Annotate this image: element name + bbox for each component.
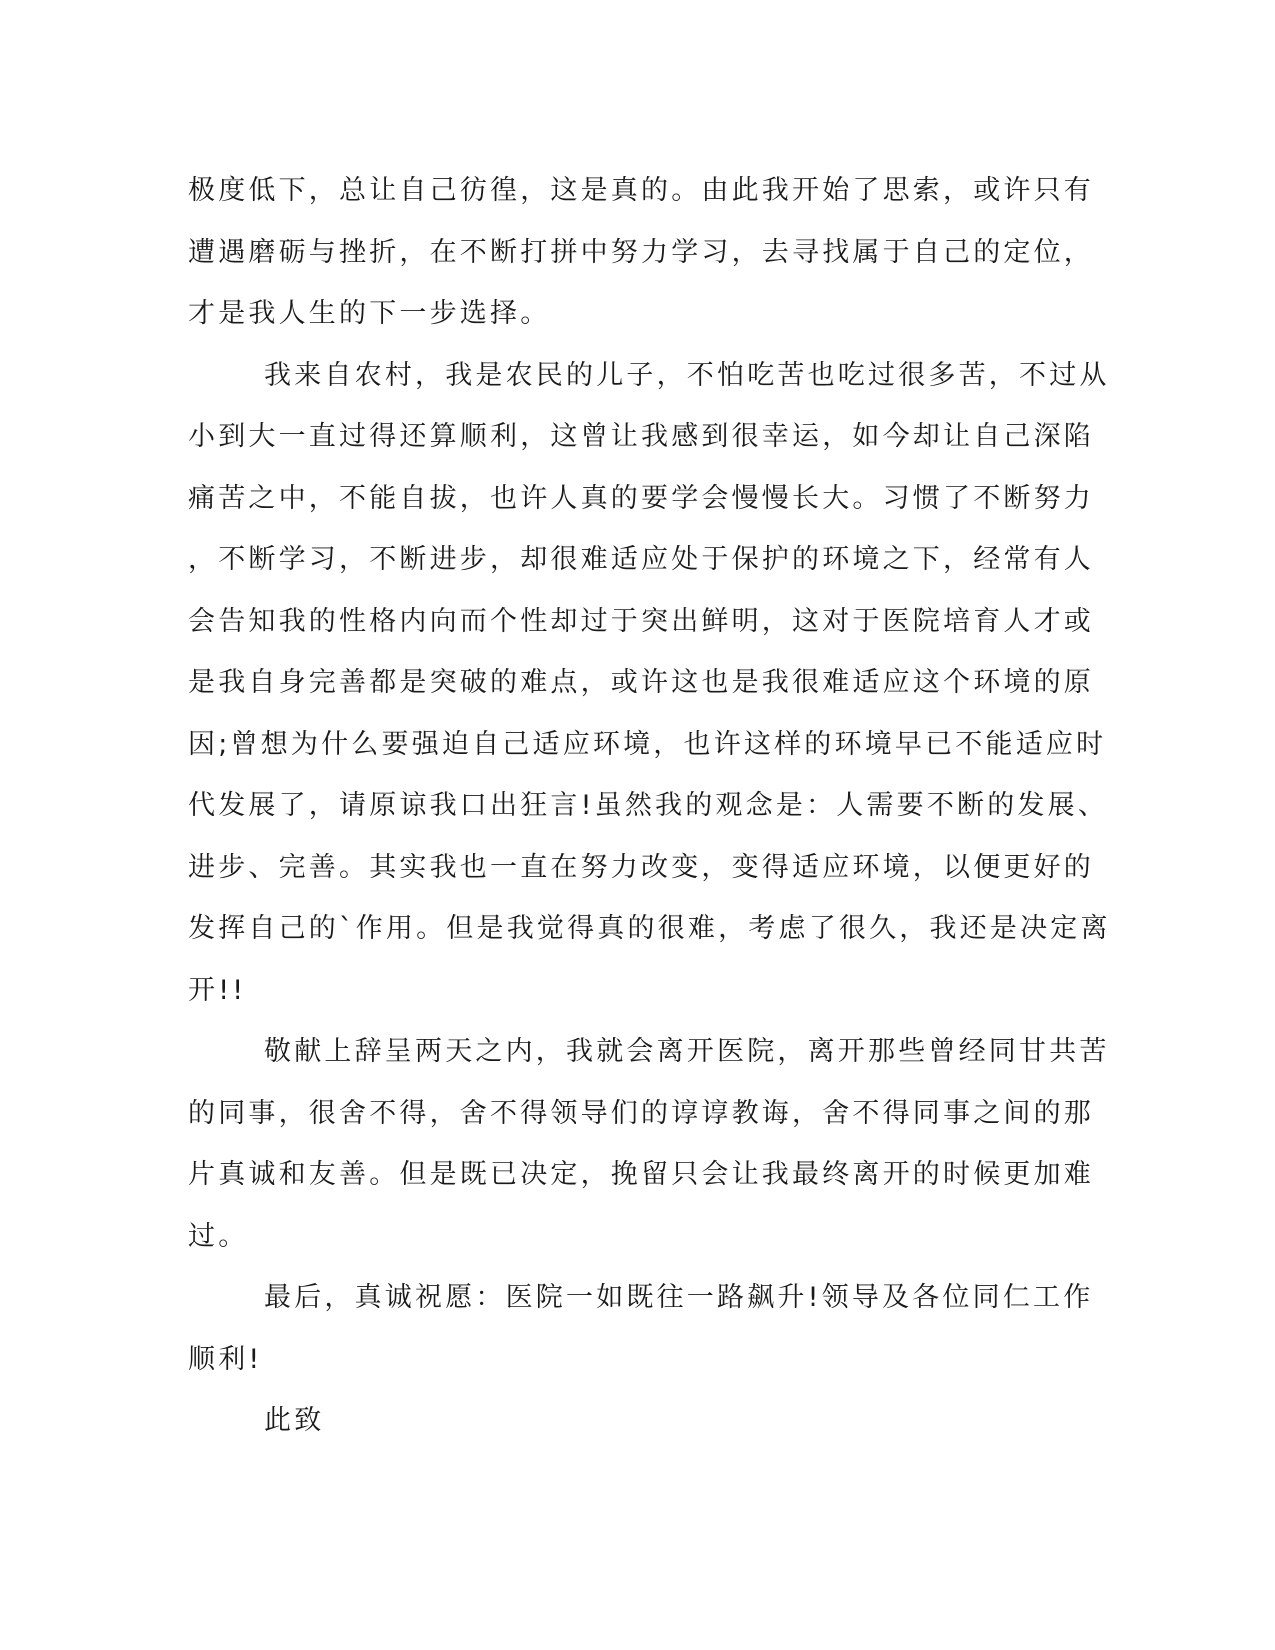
closing-salutation: 此致 (264, 1405, 325, 1436)
text-line: 开!! (188, 974, 247, 1006)
text-line: 小到大一直过得还算顺利，这曾让我感到很幸运，如今却让自己深陷 (188, 421, 1094, 452)
text-line: 痛苦之中，不能自拔，也许人真的要学会慢慢长大。习惯了不断努力 (188, 482, 1094, 514)
text-line: 过。 (188, 1220, 249, 1252)
paragraph-start-line: 我来自农村，我是农民的儿子，不怕吃苦也吃过很多苦，不过从 (264, 359, 1110, 391)
text-line: 才是我人生的下一步选择。 (188, 298, 551, 329)
paragraph-start-line: 敬献上辞呈两天之内，我就会离开医院，离开那些曾经同甘共苦 (264, 1036, 1110, 1067)
text-line: 的同事，很舍不得，舍不得领导们的谆谆教诲，舍不得同事之间的那 (188, 1097, 1094, 1129)
text-line: 进步、完善。其实我也一直在努力改变，变得适应环境，以便更好的 (188, 851, 1094, 883)
text-line: 片真诚和友善。但是既已决定，挽留只会让我最终离开的时候更加难 (188, 1159, 1094, 1190)
text-line: 发挥自己的`作用。但是我觉得真的很难，考虑了很久，我还是决定离 (188, 913, 1111, 944)
text-line: 是我自身完善都是突破的难点，或许这也是我很难适应这个环境的原 (188, 667, 1094, 698)
text-line: 因;曾想为什么要强迫自己适应环境，也许这样的环境早已不能适应时 (188, 728, 1107, 760)
letter-body (188, 160, 1111, 1452)
paragraph-start-line: 最后，真诚祝愿：医院一如既往一路飙升!领导及各位同仁工作 (264, 1282, 1094, 1313)
text-line: 代发展了，请原谅我口出狂言!虽然我的观念是：人需要不断的发展、 (188, 790, 1109, 821)
text-line: 遭遇磨砺与挫折，在不断打拼中努力学习，去寻找属于自己的定位， (188, 236, 1094, 268)
text-line: ，不断学习，不断进步，却很难适应处于保护的环境之下，经常有人 (188, 544, 1094, 575)
text-line: 极度低下，总让自己彷徨，这是真的。由此我开始了思索，或许只有 (188, 175, 1094, 206)
text-line: 顺利! (188, 1343, 263, 1375)
text-line: 会告知我的性格内向而个性却过于突出鲜明，这对于医院培育人才或 (188, 605, 1094, 637)
